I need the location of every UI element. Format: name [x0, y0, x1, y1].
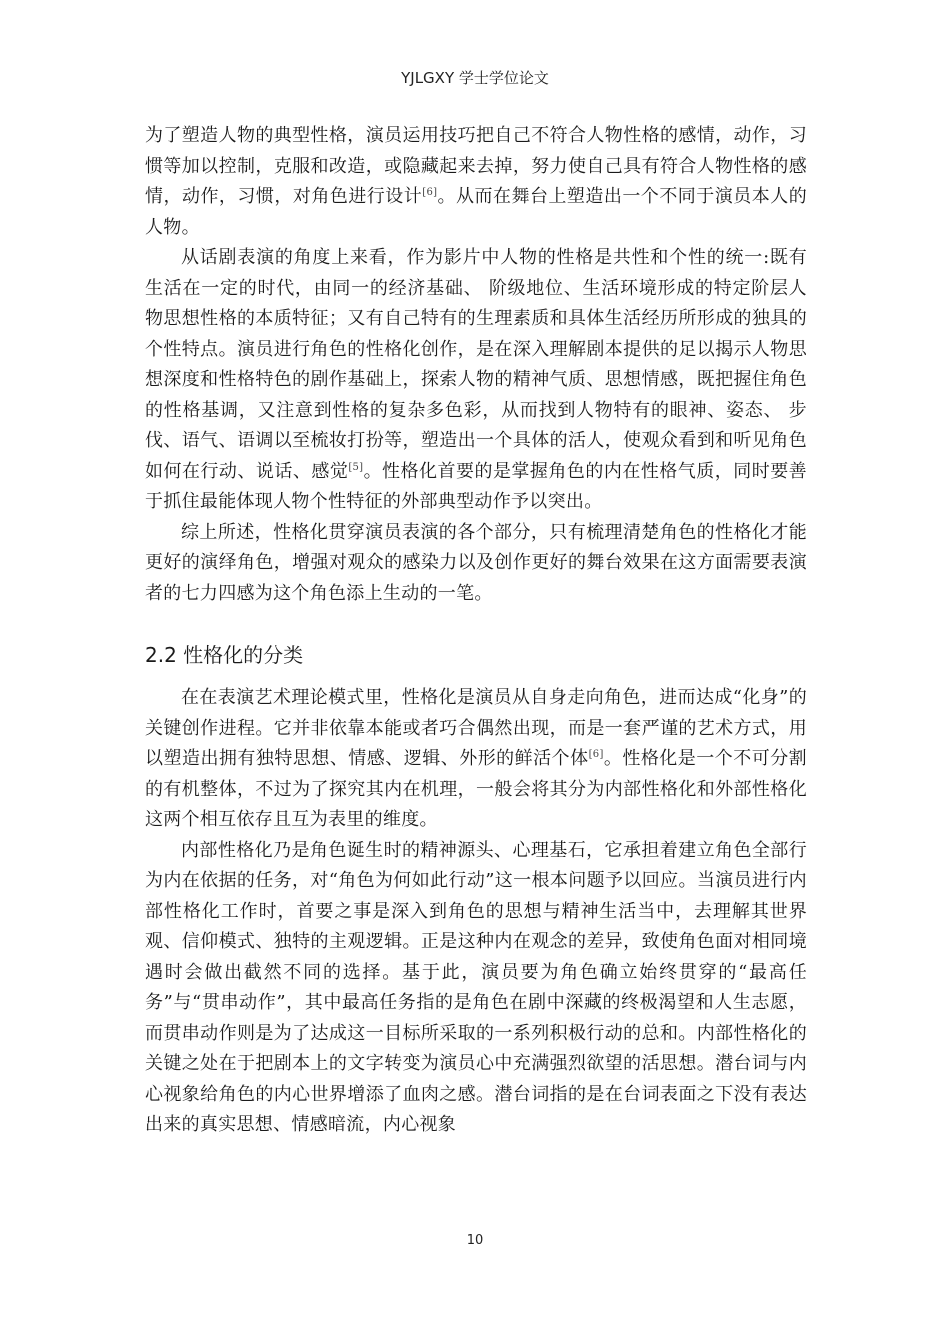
paragraph-text: 。性格化是一个不可分割的有机整体，不过为了探究其内在机理，一般会将其分为内部性格化和外部性格化这两个相互依存且互为表里的维度。	[145, 748, 807, 830]
paragraph	[145, 683, 807, 836]
citation-marker: [6]	[422, 187, 438, 198]
paragraph	[145, 518, 807, 610]
citation-marker: [5]	[348, 461, 364, 473]
running-header: YJLGXY 学士学位论文	[401, 69, 549, 87]
paragraph-group-section	[145, 683, 807, 1141]
paragraph	[145, 121, 807, 243]
paragraph-text: 为了塑造人物的典型性格，演员运用技巧把自己不符合人物性格的感情，动作，习惯等加以控制，克服和改造，或隐藏起来去掉，努力使自己具有符合人物性格的感情，动作，习惯，对角色进行设计	[145, 125, 807, 207]
paragraph-text: 内部性格化乃是角色诞生时的精神源头、心理基石，它承担着建立角色全部行为内在依据的任务，对“角色为何如此行动”这一根本问题予以回应。当演员进行内部性格化工作时，首要之事是深入到角色的思想与精神生活当中，去理解其世界观、信仰模式、独特的主观逻辑。正是这种内在观念的差异，致使角色面对相同境遇时会做出截然不同的选择。基于此，演员要为角色确立始终贯穿的“最高任务”与“贯串动作”，其中最高任务指的是角色在剧中深藏的终极渴望和人生志愿，而贯串动作则是为了达成这一目标所采取的一系列积极行动的总和。内部性格化的关键之处在于把剧本上的文字转变为演员心中充满强烈欲望的活思想。潜台词与内心视象给角色的内心世界增添了血肉之感。潜台词指的是在台词表面之下没有表达出来的真实思想、情感暗流，内心视象	[145, 839, 807, 1135]
section-heading: 2.2 性格化的分类	[145, 643, 304, 667]
body-text	[145, 121, 807, 1141]
page-number: 10	[466, 1233, 484, 1248]
header-rule	[143, 95, 807, 96]
paragraph-text: 。从而在舞台上塑造出一个不同于演员本人的人物。	[145, 186, 808, 238]
paragraph-text: 在在表演艺术理论模式里，性格化是演员从自身走向角色，进而达成“化身”的关键创作进程。它并非依靠本能或者巧合偶然出现，而是一套严谨的艺术方式，用以塑造出拥有独特思想、情感、逻辑、外形的鲜活个体	[145, 687, 807, 769]
paragraph-text: 从话剧表演的角度上来看，作为影片中人物的性格是共性和个性的统一:既有生活在一定的时代，由同一的经济基础、 阶级地位、生活环境形成的特定阶层人物思想性格的本质特征；又有自己特有的生理素质和具体生活经历所形成的独具的个性特点。演员进行角色的性格化创作，是在深入理解剧本提供的足以揭示人物思想深度和性格特色的剧作基础上，探索人物的精神气质、思想情感，既把握住角色的性格基调，又注意到性格的复杂多色彩，从而找到人物特有的眼神、姿态、 步伐、语气、语调以至梳妆打扮等，塑造出一个具体的活人，使观众看到和听见角色如何在行动、说话、感觉	[145, 247, 807, 482]
citation-marker: [6]	[588, 749, 604, 760]
paragraph	[145, 243, 807, 518]
paragraph-text: 综上所述，性格化贯穿演员表演的各个部分，只有梳理清楚角色的性格化才能更好的演绎角色，增强对观众的感染力以及创作更好的舞台效果在这方面需要表演者的七力四感为这个角色添上生动的一笔。	[145, 521, 807, 604]
paragraph-text: 。性格化首要的是掌握角色的内在性格气质，同时要善于抓住最能体现人物个性特征的外部典型动作予以突出。	[145, 460, 807, 512]
paragraph-group-intro	[145, 121, 807, 609]
paragraph	[145, 836, 807, 1141]
